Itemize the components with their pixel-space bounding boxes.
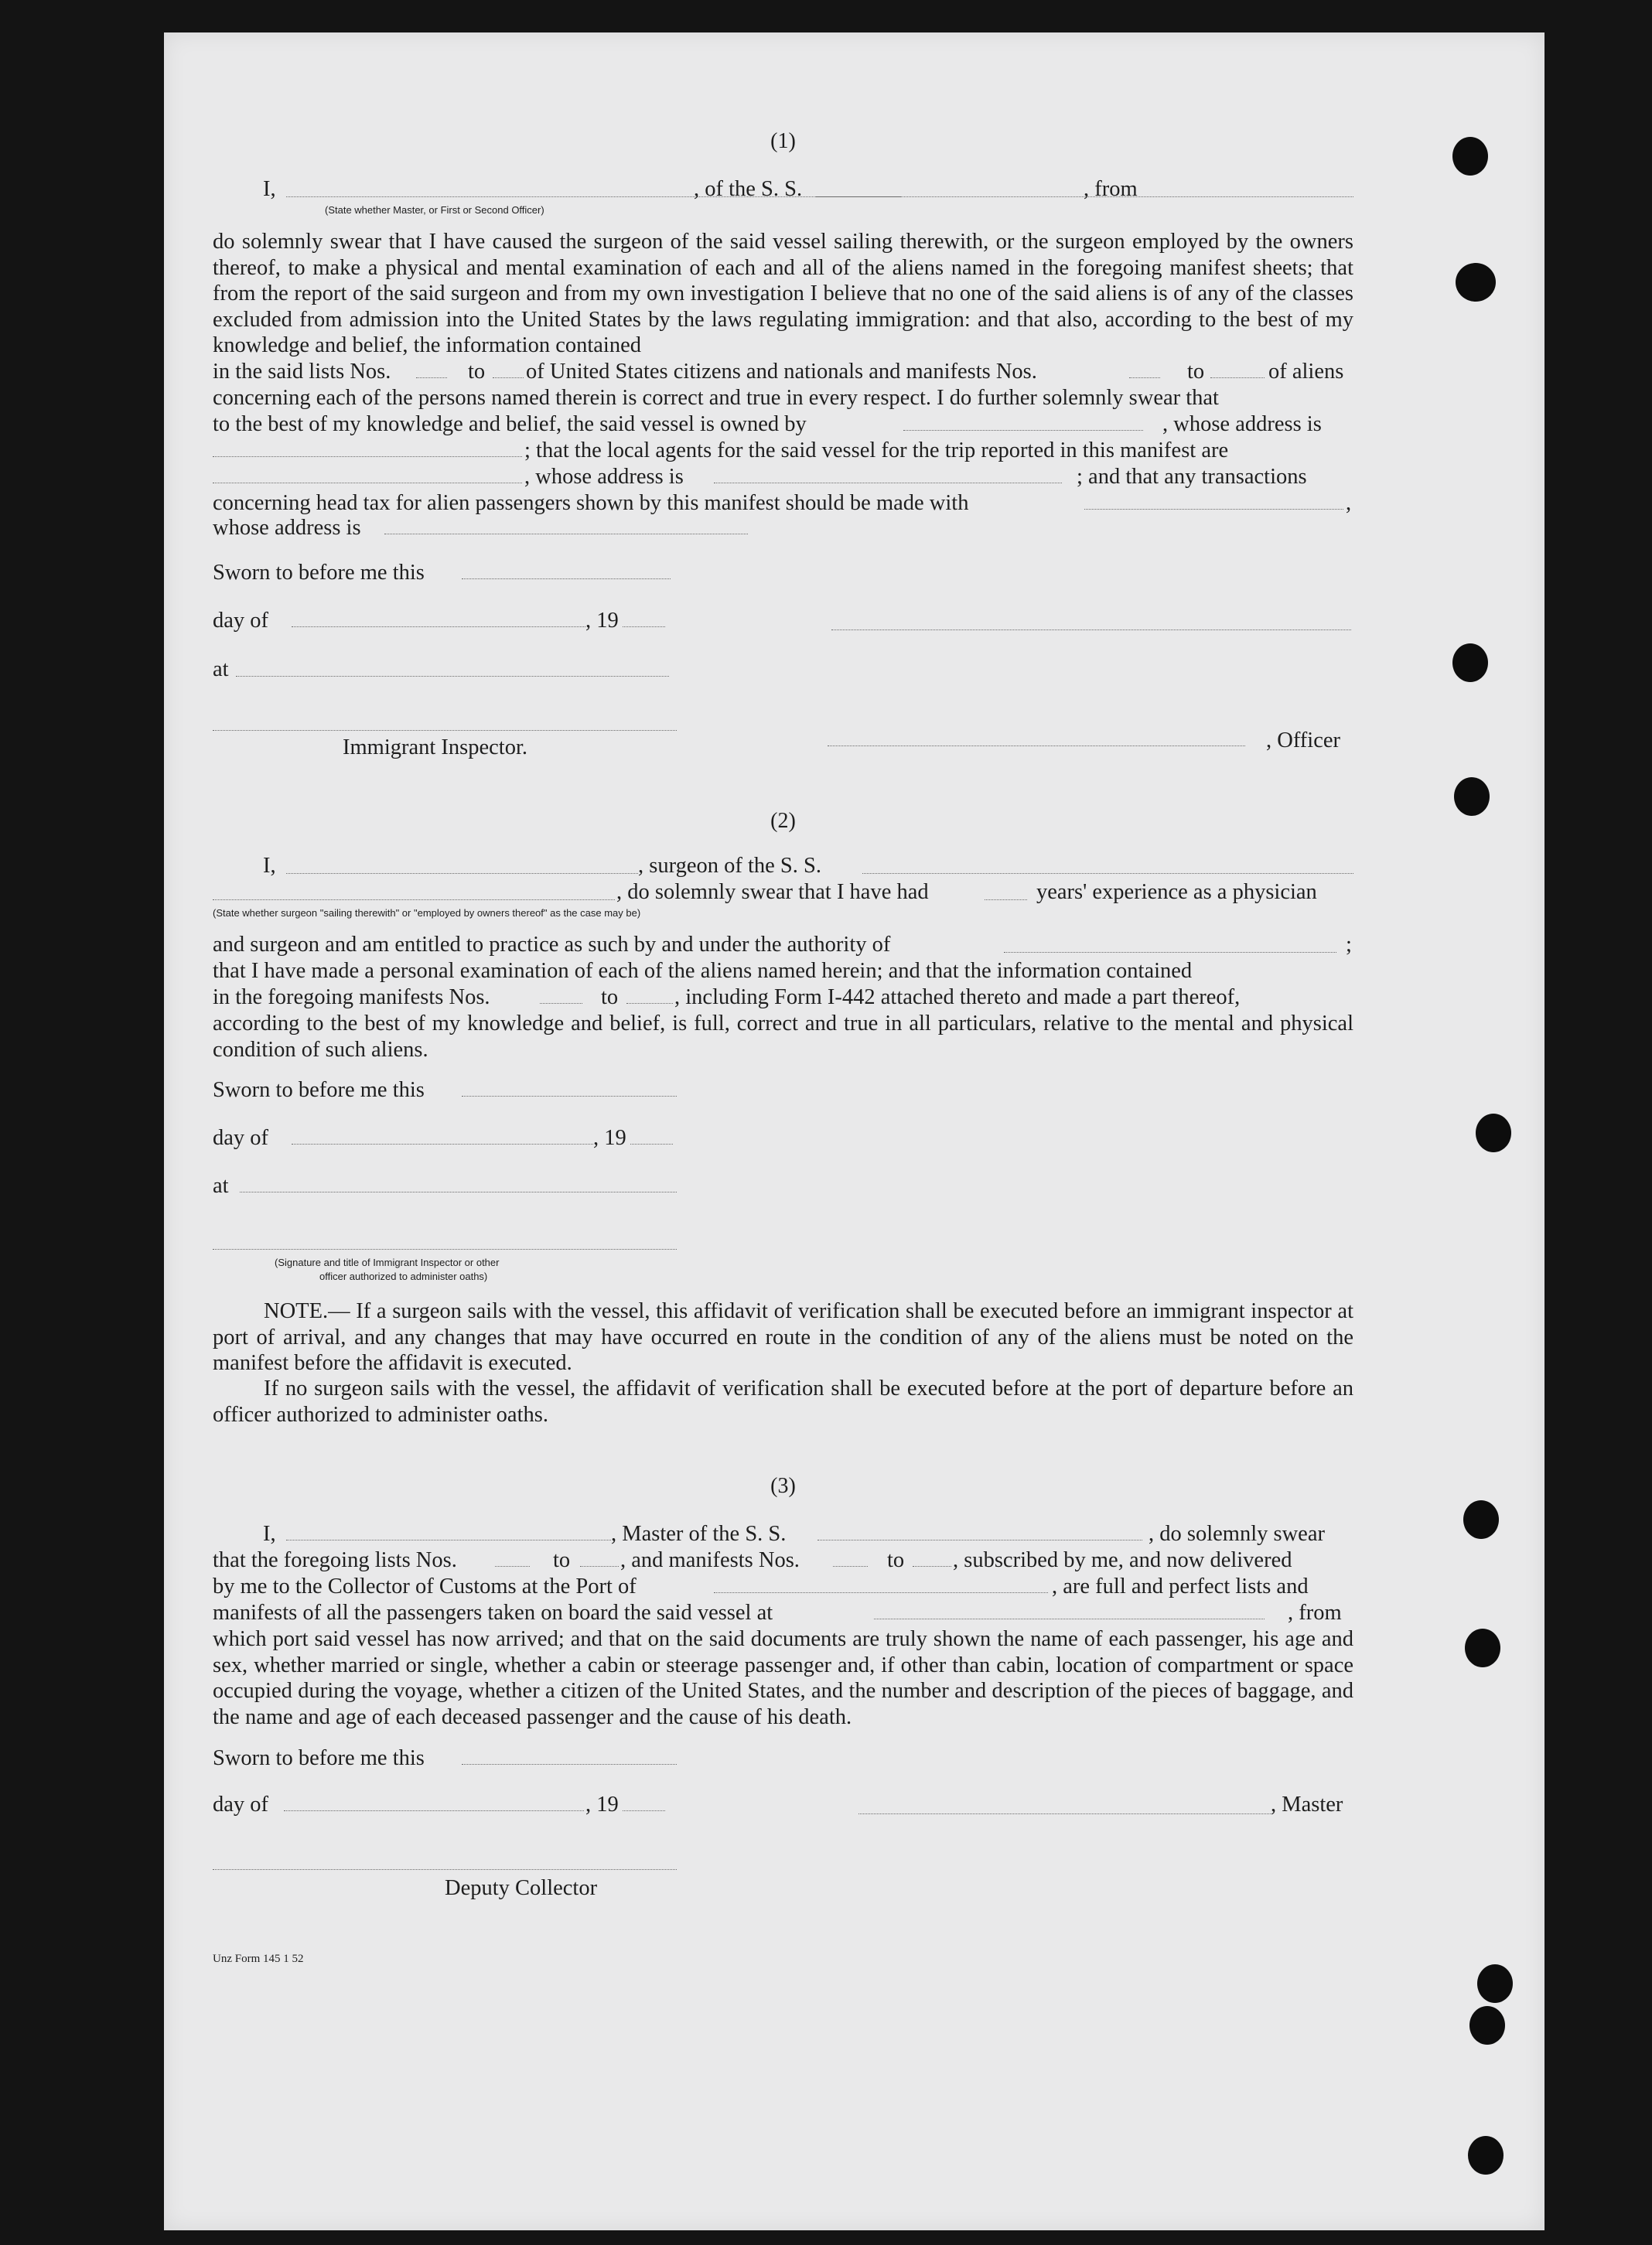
- s1-lists-label: in the said lists Nos.: [213, 360, 391, 384]
- s1-transactions-label: ; and that any transactions: [1077, 465, 1307, 489]
- s2-year-label: , 19: [593, 1126, 626, 1150]
- s3-manifests-label: , and manifests Nos.: [620, 1548, 800, 1572]
- s3-port-field[interactable]: [714, 1592, 1048, 1593]
- s3-master-label: , Master of the S. S.: [611, 1522, 787, 1546]
- s3-day-of-label: day of: [213, 1793, 269, 1817]
- s3-year-label: , 19: [585, 1793, 619, 1817]
- s1-officer-label: , Officer: [1266, 728, 1341, 752]
- s1-line1-i: I,: [263, 177, 276, 201]
- s2-years-field[interactable]: [985, 899, 1027, 900]
- s3-collector-label: Deputy Collector: [445, 1876, 598, 1900]
- s1-to-2: to: [1187, 360, 1205, 384]
- s1-manifests-label: of United States citizens and nationals and manifests Nos.: [526, 360, 1037, 384]
- s1-comma: ,: [1346, 491, 1352, 515]
- form-number: Unz Form 145 1 52: [213, 1953, 304, 1965]
- s2-surgeon-name-field[interactable]: [286, 873, 638, 874]
- s2-body-line2: that I have made a personal examination of each of the aliens named herein; and that the information contained: [213, 959, 1193, 983]
- s1-officer-name-field[interactable]: [828, 745, 1245, 746]
- s3-day-field[interactable]: [284, 1810, 584, 1811]
- punch-hole: [1468, 2136, 1504, 2175]
- s1-at-field[interactable]: [236, 676, 669, 677]
- s2-swear-label: , do solemnly swear that I have had: [616, 880, 929, 904]
- section-heading: (3): [770, 1474, 796, 1498]
- s1-agent-address-label: , whose address is: [524, 465, 684, 489]
- s3-from-label: , from: [1288, 1601, 1342, 1625]
- s2-status-field[interactable]: [213, 899, 615, 900]
- punch-hole: [1463, 1500, 1499, 1539]
- s2-note-1: NOTE.— If a surgeon sails with the vessel, this affidavit of verification shall be executed before an immigrant inspector at port of arrival, and any changes that may have occurred en route in the condition of any of the aliens must be noted on the manifest before the affidavit is executed.: [213, 1299, 1353, 1375]
- s2-form-label: , including Form I-442 attached thereto and made a part thereof,: [674, 985, 1241, 1009]
- s1-head-tax-label: concerning head tax for alien passengers shown by this manifest should be made with: [213, 491, 969, 515]
- punch-hole: [1454, 777, 1490, 816]
- s3-full-lists-label: , are full and perfect lists and: [1052, 1575, 1309, 1598]
- punch-hole: [1452, 643, 1488, 682]
- s3-to-2: to: [887, 1548, 905, 1572]
- s1-manifests-from-field[interactable]: [1129, 377, 1160, 378]
- s1-day-field[interactable]: [292, 626, 585, 627]
- s1-address-label: whose address is: [213, 516, 361, 540]
- s1-line1-ss: , of the S. S.: [694, 177, 803, 201]
- s3-boarded-label: manifests of all the passengers taken on board the said vessel at: [213, 1601, 773, 1625]
- s2-sworn-label: Sworn to before me this: [213, 1078, 425, 1102]
- s1-line1-from: , from: [1084, 177, 1138, 201]
- s2-semicolon: ;: [1346, 933, 1352, 957]
- s1-owned-by-label: to the best of my knowledge and belief, the said vessel is owned by: [213, 412, 807, 436]
- s2-status-note: (State whether surgeon "sailing therewith" or "employed by owners thereof" as the case may be): [213, 907, 641, 919]
- s3-to: to: [553, 1548, 571, 1572]
- s1-manifests-to-field[interactable]: [1210, 377, 1265, 378]
- s1-sworn-label: Sworn to before me this: [213, 561, 425, 585]
- s3-lists-to-field[interactable]: [580, 1566, 619, 1567]
- s2-manifests-label: in the foregoing manifests Nos.: [213, 985, 490, 1009]
- s2-at-label: at: [213, 1174, 229, 1198]
- s2-sworn-field[interactable]: [462, 1096, 677, 1097]
- s1-sworn-field[interactable]: [462, 578, 671, 579]
- s2-manifests-from-field[interactable]: [540, 1003, 582, 1004]
- s2-vessel-field[interactable]: [862, 873, 1353, 874]
- s2-day-of-label: day of: [213, 1126, 269, 1150]
- s1-at-label: at: [213, 657, 229, 681]
- s3-master-sign-label: , Master: [1271, 1793, 1343, 1817]
- s1-inspector-label: Immigrant Inspector.: [343, 735, 528, 759]
- s1-body-text: do solemnly swear that I have caused the surgeon of the said vessel sailing therewith, or the surgeon employed by the owners thereof, to make a physical and mental examination of each and all of the aliens named in the foregoing manifest sheets; that from the report of the said surgeon and from my own investigation I believe that no one of the said aliens is of any of the classes excluded from admission into the United States by the laws regulating immigration: and that also, according to the best of my knowledge and belief, the information contained: [213, 230, 1353, 357]
- s3-manifests-to-field[interactable]: [913, 1566, 951, 1567]
- s1-to: to: [468, 360, 486, 384]
- s1-head-tax-field[interactable]: [1084, 509, 1343, 510]
- s3-i: I,: [263, 1522, 276, 1546]
- s1-officer-signature-field[interactable]: [831, 629, 1351, 630]
- punch-hole: [1452, 137, 1488, 176]
- s3-port-label: by me to the Collector of Customs at the Port of: [213, 1575, 637, 1598]
- s1-of-aliens: of aliens: [1268, 360, 1344, 384]
- s1-day-of-label: day of: [213, 609, 269, 633]
- s3-manifests-from-field[interactable]: [833, 1566, 868, 1567]
- s1-owner-address-label: , whose address is: [1162, 412, 1322, 436]
- s2-day-field[interactable]: [292, 1144, 593, 1145]
- s2-note-2: If no surgeon sails with the vessel, the affidavit of verification shall be executed before at the port of departure before an officer authorized to administer oaths.: [213, 1377, 1353, 1427]
- s1-lists-to-field[interactable]: [493, 377, 524, 378]
- s2-sig-note-2: officer authorized to administer oaths): [319, 1271, 488, 1282]
- s2-manifests-to-field[interactable]: [626, 1003, 673, 1004]
- s1-local-agents-label: ; that the local agents for the said vessel for the trip reported in this manifest are: [524, 438, 1229, 462]
- s3-subscribed-label: , subscribed by me, and now delivered: [953, 1548, 1292, 1572]
- section-heading: (2): [770, 809, 796, 833]
- s1-lists-from-field[interactable]: [416, 377, 447, 378]
- s3-sworn-field[interactable]: [462, 1764, 677, 1765]
- s1-owner-field[interactable]: [903, 430, 1143, 431]
- s1-rank-note: (State whether Master, or First or Second Officer): [325, 204, 544, 216]
- punch-hole: [1476, 1114, 1511, 1152]
- s3-collector-signature-field[interactable]: [213, 1869, 677, 1870]
- s3-body-text: which port said vessel has now arrived; and that on the said documents are truly shown the name of each passenger, his age and sex, whether married or single, whether a cabin or steerage passenger and, if other than cabin, location of compartment or space occupied during the voyage, whether a citizen of the United States, and the number and description of the pieces of baggage, and the name and age of each deceased passenger and the cause of his death.: [213, 1627, 1353, 1729]
- s2-experience-label: years' experience as a physician: [1036, 880, 1317, 904]
- s3-master-signature-field[interactable]: [858, 1813, 1272, 1814]
- punch-hole: [1456, 263, 1496, 302]
- s1-body-line3: concerning each of the persons named therein is correct and true in every respect. I do further solemnly swear that: [213, 386, 1219, 410]
- punch-hole: [1477, 1964, 1513, 2003]
- s1-year-field[interactable]: [623, 626, 665, 627]
- s1-year-label: , 19: [585, 609, 619, 633]
- s2-body-line4: according to the best of my knowledge and belief, is full, correct and true in all particulars, relative to the mental and physical condition of such aliens.: [213, 1012, 1353, 1062]
- s3-lists-from-field[interactable]: [495, 1566, 530, 1567]
- punch-hole: [1469, 2006, 1505, 2045]
- s3-sworn-label: Sworn to before me this: [213, 1746, 425, 1770]
- s2-surgeon-label: , surgeon of the S. S.: [638, 854, 821, 878]
- s2-authority-label: and surgeon and am entitled to practice as such by and under the authority of: [213, 933, 891, 957]
- punch-hole: [1465, 1629, 1500, 1667]
- s2-authority-field[interactable]: [1004, 952, 1336, 953]
- s1-from-port-field[interactable]: [1141, 196, 1353, 197]
- s1-owner-address-field[interactable]: [213, 456, 522, 457]
- s3-lists-label: that the foregoing lists Nos.: [213, 1548, 457, 1572]
- s2-year-field[interactable]: [630, 1144, 673, 1145]
- s3-swear-label: , do solemnly swear: [1149, 1522, 1325, 1546]
- s2-signature-field[interactable]: [213, 1249, 677, 1250]
- s2-i: I,: [263, 854, 276, 878]
- s1-officer-rank-field[interactable]: [286, 196, 901, 197]
- s2-sig-note-1: (Signature and title of Immigrant Inspector or other: [275, 1257, 500, 1268]
- s3-year-field[interactable]: [623, 1810, 665, 1811]
- section-heading: (1): [770, 129, 796, 153]
- s1-inspector-signature-field[interactable]: [213, 730, 677, 731]
- s2-to: to: [601, 985, 619, 1009]
